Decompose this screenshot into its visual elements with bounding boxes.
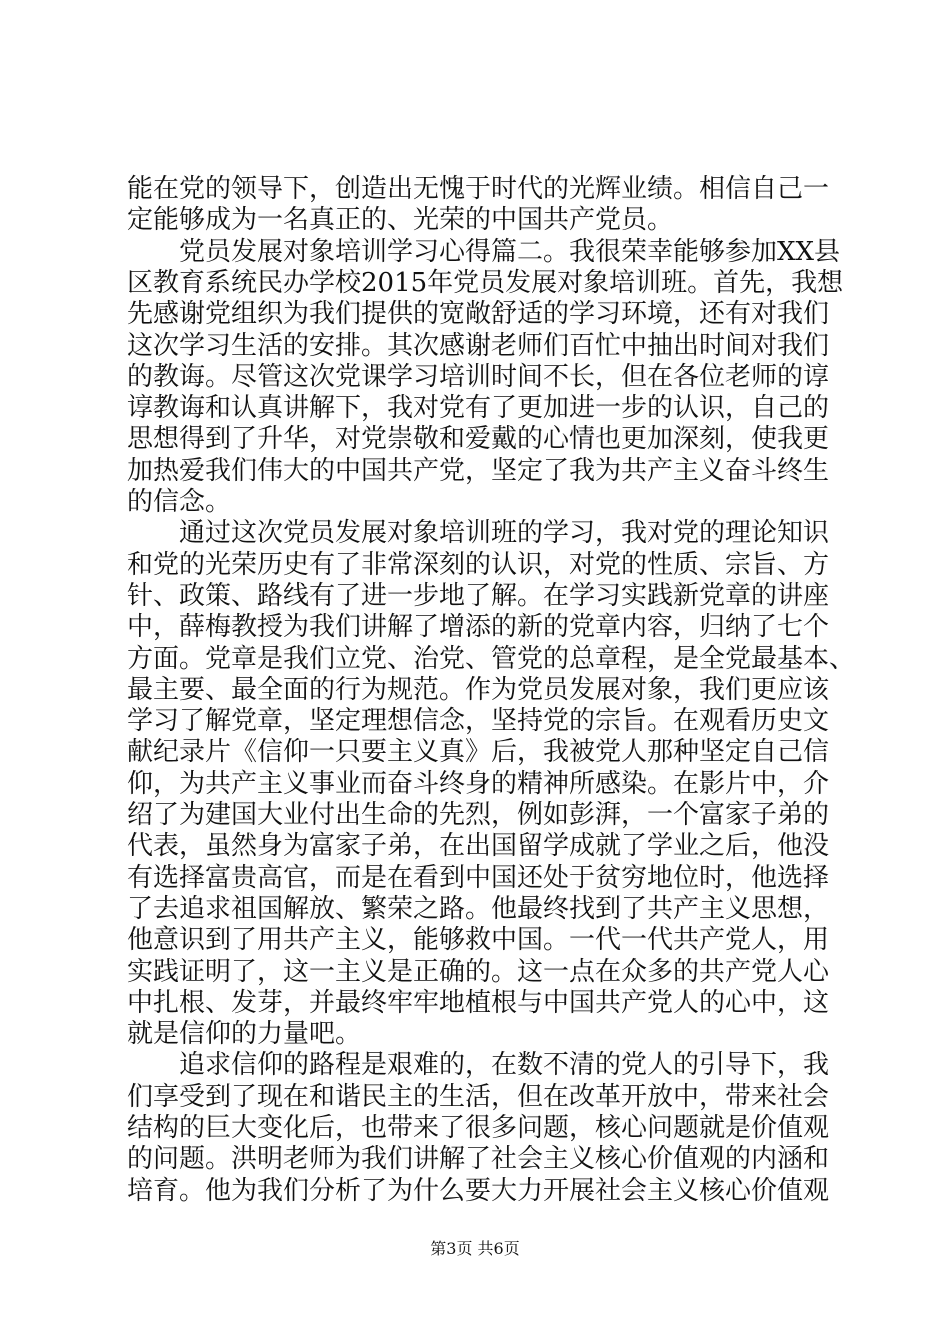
body-text-line: 的教诲。尽管这次党课学习培训时间不长，但在各位老师的谆: [127, 361, 830, 392]
body-text-line: 实践证明了，这一主义是正确的。这一点在众多的共产党人心: [127, 956, 830, 987]
body-text-line: 思想得到了升华，对党崇敬和爱戴的心情也更加深刻，使我更: [127, 424, 830, 455]
paragraph-first-line: 党员发展对象培训学习心得篇二。我很荣幸能够参加XX县: [179, 236, 841, 267]
body-text-line: 区教育系统民办学校2015年党员发展对象培训班。首先，我想: [127, 267, 844, 298]
body-text-line: 学习了解党章，坚定理想信念，坚持党的宗旨。在观看历史文: [127, 706, 830, 737]
body-text-line: 定能够成为一名真正的、光荣的中国共产党员。: [127, 205, 674, 236]
body-text-line: 的问题。洪明老师为我们讲解了社会主义核心价值观的内涵和: [127, 1144, 830, 1175]
body-text-line: 了去追求祖国解放、繁荣之路。他最终找到了共产主义思想，: [127, 893, 830, 924]
body-text-line: 方面。党章是我们立党、治党、管党的总章程，是全党最基本、: [127, 643, 856, 674]
body-text-line: 先感谢党组织为我们提供的宽敞舒适的学习环境，还有对我们: [127, 299, 830, 330]
body-text-line: 这次学习生活的安排。其次感谢老师们百忙中抽出时间对我们: [127, 330, 830, 361]
body-text-line: 能在党的领导下，创造出无愧于时代的光辉业绩。相信自己一: [127, 174, 830, 204]
body-text-line: 的信念。: [127, 487, 232, 517]
paragraph-first-line: 追求信仰的路程是艰难的，在数不清的党人的引导下，我: [179, 1050, 830, 1081]
body-text-line: 他意识到了用共产主义，能够救中国。一代一代共产党人，用: [127, 925, 830, 956]
body-text-line: 代表，虽然身为富家子弟，在出国留学成就了学业之后，他没: [127, 831, 830, 862]
body-text-line: 就是信仰的力量吧。: [127, 1019, 362, 1050]
body-text-line: 们享受到了现在和谐民主的生活，但在改革开放中，带来社会: [127, 1081, 830, 1112]
page-number-footer: 第3页 共6页: [430, 1239, 520, 1258]
body-text-line: 针、政策、路线有了进一步地了解。在学习实践新党章的讲座: [127, 580, 830, 611]
body-text-line: 谆教诲和认真讲解下，我对党有了更加进一步的认识，自己的: [127, 393, 830, 424]
body-text-line: 最主要、最全面的行为规范。作为党员发展对象，我们更应该: [127, 674, 830, 705]
body-text-line: 结构的巨大变化后，也带来了很多问题，核心问题就是价值观: [127, 1113, 830, 1143]
body-text-line: 仰，为共产主义事业而奋斗终身的精神所感染。在影片中，介: [127, 768, 830, 799]
body-text-line: 献纪录片《信仰一只要主义真》后，我被党人那种坚定自己信: [127, 737, 830, 768]
body-text-line: 和党的光荣历史有了非常深刻的认识，对党的性质、宗旨、方: [127, 549, 830, 580]
body-text-line: 中扎根、发芽，并最终牢牢地植根与中国共产党人的心中，这: [127, 987, 830, 1018]
body-text-line: 有选择富贵高官，而是在看到中国还处于贫穷地位时，他选择: [127, 862, 830, 893]
body-text-line: 绍了为建国大业付出生命的先烈，例如彭湃，一个富家子弟的: [127, 800, 830, 830]
body-text-line: 加热爱我们伟大的中国共产党，坚定了我为共产主义奋斗终生: [127, 455, 830, 486]
body-text-line: 中，薛梅教授为我们讲解了增添的新的党章内容，归纳了七个: [127, 612, 830, 643]
paragraph-first-line: 通过这次党员发展对象培训班的学习，我对党的理论知识: [179, 518, 830, 549]
body-text-line: 培育。他为我们分析了为什么要大力开展社会主义核心价值观: [127, 1175, 830, 1206]
